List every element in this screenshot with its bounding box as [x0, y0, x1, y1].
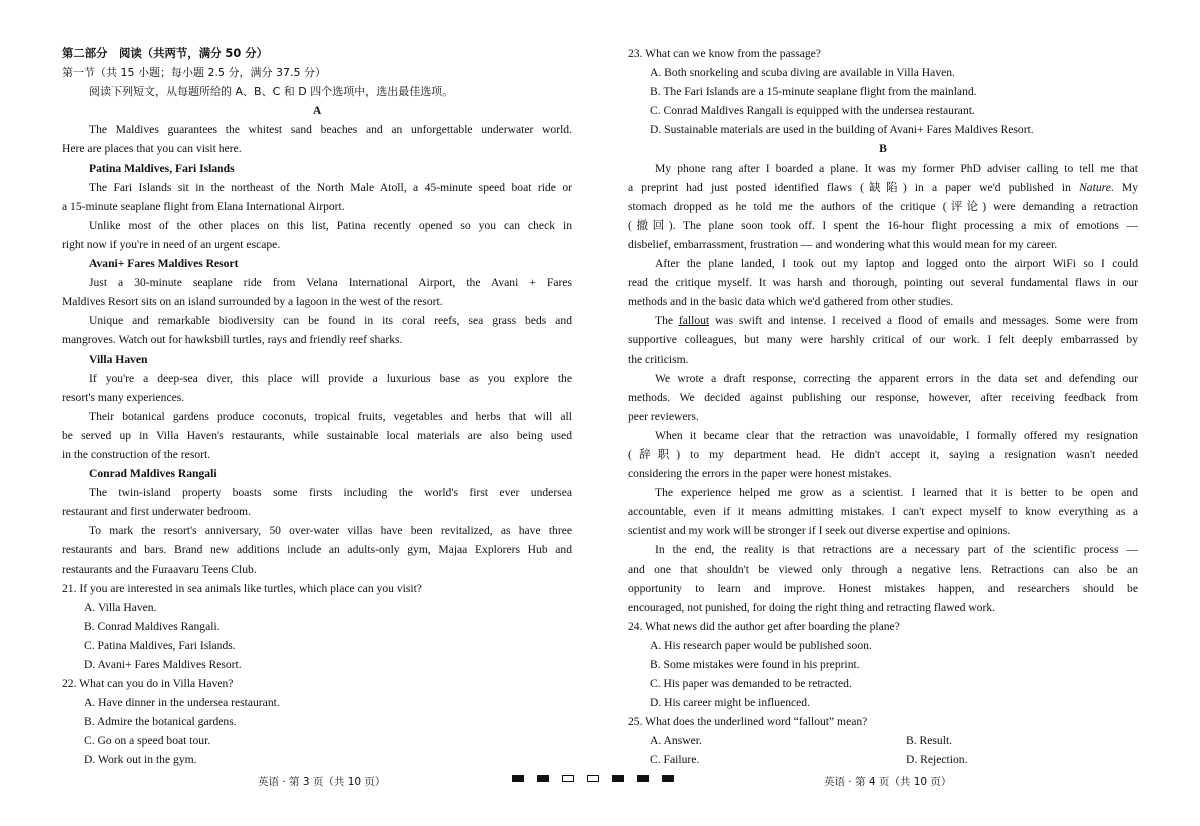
option-22-d: D. Work out in the gym.: [84, 753, 197, 767]
registration-mark-empty: [562, 775, 574, 782]
paragraph-line: a 15-minute seaplane flight from Elana International Airport.: [62, 199, 345, 213]
question-23: 23. What can we know from the passage?: [628, 47, 821, 60]
heading-villa-haven: Villa Haven: [89, 352, 148, 366]
text-run: . My: [1110, 180, 1138, 194]
registration-mark-filled: [537, 775, 549, 782]
paragraph-line: mangroves. Watch out for hawksbill turtles, rays and friendly reef sharks.: [62, 333, 403, 347]
question-24: 24. What news did the author get after boarding the plane?: [628, 619, 900, 633]
heading-avani: Avani+ Fares Maldives Resort: [89, 257, 239, 271]
paragraph-line: Just a 30-minute seaplane ride from Velana International Airport, the Avani + Fares: [89, 276, 572, 290]
instruction: 阅读下列短文，从每题所给的 A、B、C 和 D 四个选项中，选出最佳选项。: [89, 85, 454, 99]
underlined-word: fallout: [678, 314, 710, 328]
paragraph-line: right now if you're in need of an urgent escape.: [62, 237, 281, 251]
footer-page-3: 英语 · 第 3 页（共 10 页）: [258, 776, 386, 788]
option-25-a: A. Answer.: [650, 734, 702, 748]
paragraph-line: The twin-island property boasts some firsts including the world's first ever undersea: [89, 486, 572, 500]
option-22-c: C. Go on a speed boat tour.: [84, 734, 211, 748]
question-25: 25. What does the underlined word “fallout” mean?: [628, 715, 868, 729]
passage-b-label: B: [879, 142, 887, 156]
heading-patina: Patina Maldives, Fari Islands: [89, 161, 235, 175]
intro-line: The Maldives guarantees the whitest sand beaches and an unforgettable underwater world.: [89, 123, 572, 137]
paragraph-line: We wrote a draft response, correcting the apparent errors in the data set and defending our: [655, 371, 1138, 385]
registration-mark-filled: [612, 775, 624, 782]
option-23-d: D. Sustainable materials are used in the building of Avani+ Fares Maldives Resort.: [650, 123, 1034, 137]
paragraph-line: peer reviewers.: [628, 409, 699, 423]
paragraph-line: in the construction of the resort.: [62, 447, 211, 461]
paragraph-line: accountable, even if it means admitting mistakes. I can't expect myself to know everything as a: [628, 505, 1138, 519]
paragraph-line: (辞职) to my department head. He didn't accept it, saying a resignation wasn't needed: [628, 447, 1138, 461]
option-25-c: C. Failure.: [650, 753, 700, 767]
paragraph-line: and one that shouldn't be viewed only through a negative lens. Retractions can also be an: [628, 562, 1138, 576]
option-23-a: A. Both snorkeling and scuba diving are available in Villa Haven.: [650, 66, 955, 80]
paragraph-line: Their botanical gardens produce coconuts, tropical fruits, vegetables and herbs that will all: [89, 409, 572, 423]
paragraph-line: When it became clear that the retraction was unavoidable, I formally offered my resignation: [655, 428, 1138, 442]
paragraph-line: scientist and my work will be stronger if I seek out diverse expertise and opinions.: [628, 524, 1011, 538]
option-22-b: B. Admire the botanical gardens.: [84, 715, 237, 729]
paragraph-line: opportunity to learn and improve. Honest mistakes happen, and researchers should be: [628, 581, 1138, 595]
registration-mark-filled: [637, 775, 649, 782]
paragraph-line: My phone rang after I boarded a plane. It was my former PhD adviser calling to tell me that: [655, 161, 1138, 175]
option-24-a: A. His research paper would be published soon.: [650, 638, 872, 652]
left-column: [62, 44, 572, 770]
paragraph-line: be served up in Villa Haven's restaurants, while sustainable local materials are also being used: [62, 428, 572, 442]
heading-conrad: Conrad Maldives Rangali: [89, 467, 217, 481]
paragraph-line: The experience helped me grow as a scientist. I learned that it is better to be open and: [655, 486, 1138, 500]
paragraph-line: restaurant and first underwater bedroom.: [62, 505, 251, 519]
option-24-d: D. His career might be influenced.: [650, 696, 810, 710]
text-run: The: [655, 314, 679, 328]
paragraph-line: encouraged, not punished, for doing the right thing and retracting flawed work.: [628, 600, 996, 614]
footer-page-4: 英语 · 第 4 页（共 10 页）: [824, 776, 952, 788]
paragraph-line: restaurants and bars. Brand new additions include an adults-only gym, Majaa Explorers Hub and: [62, 543, 572, 557]
options-25-row-2: [628, 750, 1138, 769]
option-23-b: B. The Fari Islands are a 15-minute seaplane flight from the mainland.: [650, 85, 977, 99]
paragraph-line: disbelief, embarrassment, frustration — and wondering what this would mean for my career.: [628, 237, 1058, 251]
paragraph-line: resort's many experiences.: [62, 390, 185, 404]
printer-registration-marks: [512, 775, 687, 782]
option-24-c: C. His paper was demanded to be retracted.: [650, 677, 852, 691]
journal-name: Nature: [1079, 180, 1111, 194]
question-21: 21. If you are interested in sea animals like turtles, which place can you visit?: [62, 581, 422, 595]
section-title: 第一节（共 15 小题；每小题 2.5 分，满分 37.5 分）: [62, 66, 326, 80]
paragraph-line: [628, 178, 1138, 197]
paragraph-line: stomach dropped as he told me the authors of the critique (评论) were demanding a retraction: [628, 199, 1138, 213]
paragraph-line: read the critique myself. It was harsh and thorough, pointing out several fundamental flaws in our: [628, 276, 1138, 290]
text-run: a preprint had just posted identified flaws (缺陷) in a paper we'd published in: [628, 180, 1080, 194]
option-21-a: A. Villa Haven.: [84, 600, 157, 614]
paragraph-line: After the plane landed, I took out my laptop and logged onto the airport WiFi so I could: [655, 257, 1138, 271]
intro-line: Here are places that you can visit here.: [62, 142, 242, 156]
option-25-d: D. Rejection.: [906, 753, 968, 767]
paragraph-line: The Fari Islands sit in the northeast of the North Male Atoll, a 45-minute speed boat ride or: [89, 180, 572, 194]
paragraph-line: methods and in the basic data which we'd gathered from other studies.: [628, 295, 954, 309]
part-title: 第二部分 阅读（共两节，满分 50 分）: [62, 46, 269, 60]
paragraph-line: Unlike most of the other places on this list, Patina recently opened so you can check in: [89, 218, 572, 232]
option-21-d: D. Avani+ Fares Maldives Resort.: [84, 658, 242, 671]
text-run: was swift and intense. I received a flood of emails and messages. Some were from: [709, 314, 1138, 328]
option-22-a: A. Have dinner in the undersea restaurant.: [84, 696, 280, 710]
option-25-b: B. Result.: [906, 734, 953, 748]
option-21-c: C. Patina Maldives, Fari Islands.: [84, 638, 236, 652]
option-23-c: C. Conrad Maldives Rangali is equipped with the undersea restaurant.: [650, 104, 975, 118]
paragraph-line: [628, 311, 1138, 330]
paragraph-line: supportive colleagues, but many were harshly critical of our work. I felt deeply embarrassed by: [628, 333, 1138, 347]
option-21-b: B. Conrad Maldives Rangali.: [84, 619, 220, 633]
paragraph-line: In the end, the reality is that retractions are a necessary part of the scientific process —: [655, 543, 1138, 557]
paragraph-line: If you're a deep-sea diver, this place will provide a luxurious base as you explore the: [89, 371, 572, 385]
paragraph-line: (撤回). The plane soon took off. I spent the 16-hour flight processing a mix of emotions —: [628, 218, 1138, 232]
paragraph-line: methods. We decided against publishing our response, however, after receiving feedback from: [628, 390, 1138, 404]
registration-mark-empty: [587, 775, 599, 782]
paragraph-line: considering the errors in the paper were honest mistakes.: [628, 467, 892, 481]
paragraph-line: Unique and remarkable biodiversity can be found in its coral reefs, sea grass beds and: [89, 314, 572, 328]
paragraph-line: restaurants and the Furaavaru Teens Club.: [62, 562, 257, 576]
registration-mark-filled: [662, 775, 674, 782]
paragraph-line: the criticism.: [628, 352, 689, 366]
registration-mark-filled: [512, 775, 524, 782]
paragraph-line: Maldives Resort sits on an island surrounded by a lagoon in the west of the resort.: [62, 295, 443, 309]
right-column: [628, 44, 1138, 770]
passage-a-label: A: [312, 104, 322, 118]
options-25-row-1: [628, 731, 1138, 750]
question-22: 22. What can you do in Villa Haven?: [62, 677, 234, 691]
paragraph-line: To mark the resort's anniversary, 50 over-water villas have been revitalized, as have three: [89, 524, 572, 538]
option-24-b: B. Some mistakes were found in his preprint.: [650, 658, 860, 671]
